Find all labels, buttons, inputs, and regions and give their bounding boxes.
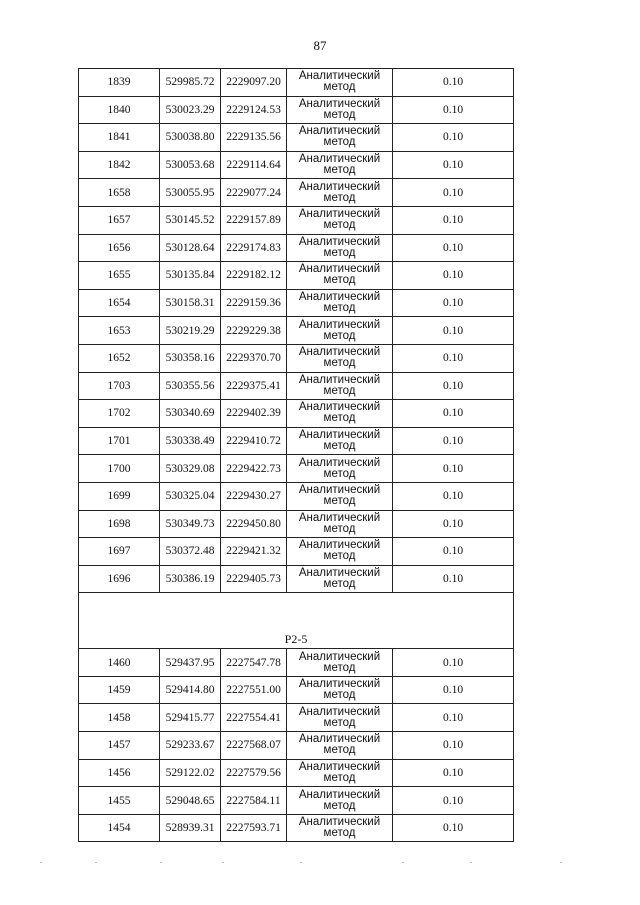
method-line1: Аналитический <box>298 678 381 691</box>
point-number-cell: 1702 <box>79 400 160 428</box>
method-cell <box>287 649 393 677</box>
x-coordinate-cell: 530158.31 <box>160 289 221 317</box>
x-coordinate-cell: 530219.29 <box>160 317 221 345</box>
method-cell <box>287 96 393 124</box>
point-number-cell: 1460 <box>79 649 160 677</box>
method-line1: Аналитический <box>298 263 381 276</box>
x-coordinate-cell: 530372.48 <box>160 538 221 566</box>
table-row <box>79 482 514 510</box>
point-number-cell: 1654 <box>79 289 160 317</box>
point-number-cell: 1699 <box>79 482 160 510</box>
method-cell <box>287 151 393 179</box>
method-cell <box>287 124 393 152</box>
y-coordinate-cell: 2229077.24 <box>221 179 287 207</box>
accuracy-cell: 0.10 <box>393 676 514 704</box>
method-cell <box>287 814 393 842</box>
point-number-cell: 1656 <box>79 234 160 262</box>
method-line2: метод <box>323 412 356 425</box>
method-line1: Аналитический <box>298 291 381 304</box>
spacer-cell <box>79 593 514 629</box>
x-coordinate-cell: 530038.80 <box>160 124 221 152</box>
x-coordinate-cell: 530340.69 <box>160 400 221 428</box>
method-line1: Аналитический <box>298 705 381 718</box>
table-row <box>79 565 514 593</box>
point-number-cell: 1698 <box>79 510 160 538</box>
y-coordinate-cell: 2227568.07 <box>221 732 287 760</box>
accuracy-cell: 0.10 <box>393 372 514 400</box>
x-coordinate-cell: 530145.52 <box>160 206 221 234</box>
point-number-cell: 1839 <box>79 69 160 97</box>
method-line2: метод <box>323 827 356 840</box>
accuracy-cell: 0.10 <box>393 787 514 815</box>
table-row <box>79 234 514 262</box>
x-coordinate-cell: 529414.80 <box>160 676 221 704</box>
method-cell <box>287 344 393 372</box>
accuracy-cell: 0.10 <box>393 179 514 207</box>
table-row <box>79 704 514 732</box>
table-row <box>79 427 514 455</box>
scan-specks <box>0 862 640 868</box>
table-row <box>79 206 514 234</box>
method-cell <box>287 704 393 732</box>
accuracy-cell: 0.10 <box>393 427 514 455</box>
method-line1: Аналитический <box>298 208 381 221</box>
accuracy-cell: 0.10 <box>393 732 514 760</box>
accuracy-cell: 0.10 <box>393 344 514 372</box>
y-coordinate-cell: 2229097.20 <box>221 69 287 97</box>
point-number-cell: 1657 <box>79 206 160 234</box>
y-coordinate-cell: 2227584.11 <box>221 787 287 815</box>
accuracy-cell: 0.10 <box>393 151 514 179</box>
table-row <box>79 814 514 842</box>
table-row <box>79 787 514 815</box>
point-number-cell: 1701 <box>79 427 160 455</box>
table-row <box>79 289 514 317</box>
method-line2: метод <box>323 550 356 563</box>
table-row <box>79 151 514 179</box>
y-coordinate-cell: 2229450.80 <box>221 510 287 538</box>
method-line1: Аналитический <box>298 650 381 663</box>
accuracy-cell: 0.10 <box>393 704 514 732</box>
method-line1: Аналитический <box>298 401 381 414</box>
accuracy-cell: 0.10 <box>393 649 514 677</box>
method-line1: Аналитический <box>298 429 381 442</box>
method-line2: метод <box>323 357 356 370</box>
method-line2: метод <box>323 661 356 674</box>
method-line2: метод <box>323 219 356 232</box>
method-line1: Аналитический <box>298 97 381 110</box>
x-coordinate-cell: 529415.77 <box>160 704 221 732</box>
method-cell <box>287 787 393 815</box>
x-coordinate-cell: 530349.73 <box>160 510 221 538</box>
x-coordinate-cell: 530329.08 <box>160 455 221 483</box>
method-line2: метод <box>323 302 356 315</box>
table-row <box>79 344 514 372</box>
accuracy-cell: 0.10 <box>393 565 514 593</box>
y-coordinate-cell: 2227547.78 <box>221 649 287 677</box>
method-cell <box>287 759 393 787</box>
method-line1: Аналитический <box>298 318 381 331</box>
y-coordinate-cell: 2227579.56 <box>221 759 287 787</box>
point-number-cell: 1840 <box>79 96 160 124</box>
section-title: Р2-5 <box>79 628 514 649</box>
coordinates-table <box>78 68 514 842</box>
method-line2: метод <box>323 274 356 287</box>
x-coordinate-cell: 529437.95 <box>160 649 221 677</box>
y-coordinate-cell: 2229405.73 <box>221 565 287 593</box>
accuracy-cell: 0.10 <box>393 759 514 787</box>
page-number: 87 <box>313 38 327 53</box>
spacer-row <box>79 593 514 629</box>
method-line2: метод <box>323 191 356 204</box>
method-line1: Аналитический <box>298 125 381 138</box>
table-row <box>79 676 514 704</box>
y-coordinate-cell: 2229174.83 <box>221 234 287 262</box>
table-row <box>79 649 514 677</box>
table-row <box>79 538 514 566</box>
point-number-cell: 1456 <box>79 759 160 787</box>
method-line1: Аналитический <box>298 484 381 497</box>
table-row <box>79 510 514 538</box>
table-row <box>79 317 514 345</box>
y-coordinate-cell: 2229421.32 <box>221 538 287 566</box>
y-coordinate-cell: 2229370.70 <box>221 344 287 372</box>
method-cell <box>287 317 393 345</box>
x-coordinate-cell: 530055.95 <box>160 179 221 207</box>
method-line1: Аналитический <box>298 733 381 746</box>
method-line2: метод <box>323 136 356 149</box>
y-coordinate-cell: 2229410.72 <box>221 427 287 455</box>
method-line2: метод <box>323 577 356 590</box>
x-coordinate-cell: 530023.29 <box>160 96 221 124</box>
accuracy-cell: 0.10 <box>393 289 514 317</box>
y-coordinate-cell: 2229375.41 <box>221 372 287 400</box>
y-coordinate-cell: 2229124.53 <box>221 96 287 124</box>
method-line1: Аналитический <box>298 70 381 83</box>
method-cell <box>287 676 393 704</box>
method-line2: метод <box>323 522 356 535</box>
point-number-cell: 1653 <box>79 317 160 345</box>
table-row <box>79 400 514 428</box>
method-line2: метод <box>323 716 356 729</box>
method-cell <box>287 482 393 510</box>
point-number-cell: 1455 <box>79 787 160 815</box>
y-coordinate-cell: 2229159.36 <box>221 289 287 317</box>
method-line1: Аналитический <box>298 511 381 524</box>
accuracy-cell: 0.10 <box>393 400 514 428</box>
table-row <box>79 455 514 483</box>
point-number-cell: 1454 <box>79 814 160 842</box>
accuracy-cell: 0.10 <box>393 317 514 345</box>
table-row <box>79 372 514 400</box>
x-coordinate-cell: 530355.56 <box>160 372 221 400</box>
x-coordinate-cell: 530135.84 <box>160 262 221 290</box>
method-line2: метод <box>323 467 356 480</box>
method-cell <box>287 179 393 207</box>
point-number-cell: 1459 <box>79 676 160 704</box>
method-line2: метод <box>323 108 356 121</box>
method-line1: Аналитический <box>298 180 381 193</box>
accuracy-cell: 0.10 <box>393 510 514 538</box>
point-number-cell: 1841 <box>79 124 160 152</box>
y-coordinate-cell: 2229182.12 <box>221 262 287 290</box>
accuracy-cell: 0.10 <box>393 96 514 124</box>
x-coordinate-cell: 529122.02 <box>160 759 221 787</box>
accuracy-cell: 0.10 <box>393 124 514 152</box>
y-coordinate-cell: 2227554.41 <box>221 704 287 732</box>
method-line2: метод <box>323 329 356 342</box>
accuracy-cell: 0.10 <box>393 455 514 483</box>
section-row <box>79 628 514 649</box>
method-cell <box>287 372 393 400</box>
method-line1: Аналитический <box>298 153 381 166</box>
method-line1: Аналитический <box>298 760 381 773</box>
accuracy-cell: 0.10 <box>393 538 514 566</box>
method-cell <box>287 455 393 483</box>
method-line1: Аналитический <box>298 788 381 801</box>
method-line2: метод <box>323 384 356 397</box>
method-line2: метод <box>323 771 356 784</box>
method-line2: метод <box>323 440 356 453</box>
point-number-cell: 1700 <box>79 455 160 483</box>
method-line2: метод <box>323 689 356 702</box>
y-coordinate-cell: 2227551.00 <box>221 676 287 704</box>
table-row <box>79 69 514 97</box>
x-coordinate-cell: 530053.68 <box>160 151 221 179</box>
table-row <box>79 179 514 207</box>
y-coordinate-cell: 2229135.56 <box>221 124 287 152</box>
x-coordinate-cell: 530386.19 <box>160 565 221 593</box>
y-coordinate-cell: 2229114.64 <box>221 151 287 179</box>
method-line1: Аналитический <box>298 235 381 248</box>
method-cell <box>287 732 393 760</box>
method-line1: Аналитический <box>298 456 381 469</box>
x-coordinate-cell: 529985.72 <box>160 69 221 97</box>
method-cell <box>287 510 393 538</box>
x-coordinate-cell: 530128.64 <box>160 234 221 262</box>
method-line2: метод <box>323 81 356 94</box>
point-number-cell: 1458 <box>79 704 160 732</box>
method-cell <box>287 289 393 317</box>
method-line2: метод <box>323 799 356 812</box>
method-cell <box>287 206 393 234</box>
method-cell <box>287 400 393 428</box>
x-coordinate-cell: 530358.16 <box>160 344 221 372</box>
method-cell <box>287 427 393 455</box>
table-row <box>79 96 514 124</box>
table-row <box>79 124 514 152</box>
point-number-cell: 1652 <box>79 344 160 372</box>
method-line1: Аналитический <box>298 566 381 579</box>
point-number-cell: 1697 <box>79 538 160 566</box>
table-row <box>79 262 514 290</box>
y-coordinate-cell: 2229430.27 <box>221 482 287 510</box>
method-cell <box>287 234 393 262</box>
method-line2: метод <box>323 495 356 508</box>
y-coordinate-cell: 2229229.38 <box>221 317 287 345</box>
method-line2: метод <box>323 246 356 259</box>
method-line2: метод <box>323 744 356 757</box>
method-line1: Аналитический <box>298 373 381 386</box>
y-coordinate-cell: 2229422.73 <box>221 455 287 483</box>
accuracy-cell: 0.10 <box>393 482 514 510</box>
x-coordinate-cell: 530325.04 <box>160 482 221 510</box>
accuracy-cell: 0.10 <box>393 262 514 290</box>
method-line2: метод <box>323 164 356 177</box>
x-coordinate-cell: 530338.49 <box>160 427 221 455</box>
point-number-cell: 1703 <box>79 372 160 400</box>
accuracy-cell: 0.10 <box>393 69 514 97</box>
method-line1: Аналитический <box>298 346 381 359</box>
method-cell <box>287 538 393 566</box>
y-coordinate-cell: 2229402.39 <box>221 400 287 428</box>
method-line1: Аналитический <box>298 539 381 552</box>
accuracy-cell: 0.10 <box>393 814 514 842</box>
y-coordinate-cell: 2229157.89 <box>221 206 287 234</box>
point-number-cell: 1658 <box>79 179 160 207</box>
x-coordinate-cell: 529233.67 <box>160 732 221 760</box>
point-number-cell: 1842 <box>79 151 160 179</box>
y-coordinate-cell: 2227593.71 <box>221 814 287 842</box>
point-number-cell: 1457 <box>79 732 160 760</box>
accuracy-cell: 0.10 <box>393 234 514 262</box>
accuracy-cell: 0.10 <box>393 206 514 234</box>
method-cell <box>287 69 393 97</box>
x-coordinate-cell: 528939.31 <box>160 814 221 842</box>
table-row <box>79 732 514 760</box>
method-cell <box>287 262 393 290</box>
table-row <box>79 759 514 787</box>
method-cell <box>287 565 393 593</box>
method-line1: Аналитический <box>298 816 381 829</box>
point-number-cell: 1696 <box>79 565 160 593</box>
x-coordinate-cell: 529048.65 <box>160 787 221 815</box>
point-number-cell: 1655 <box>79 262 160 290</box>
